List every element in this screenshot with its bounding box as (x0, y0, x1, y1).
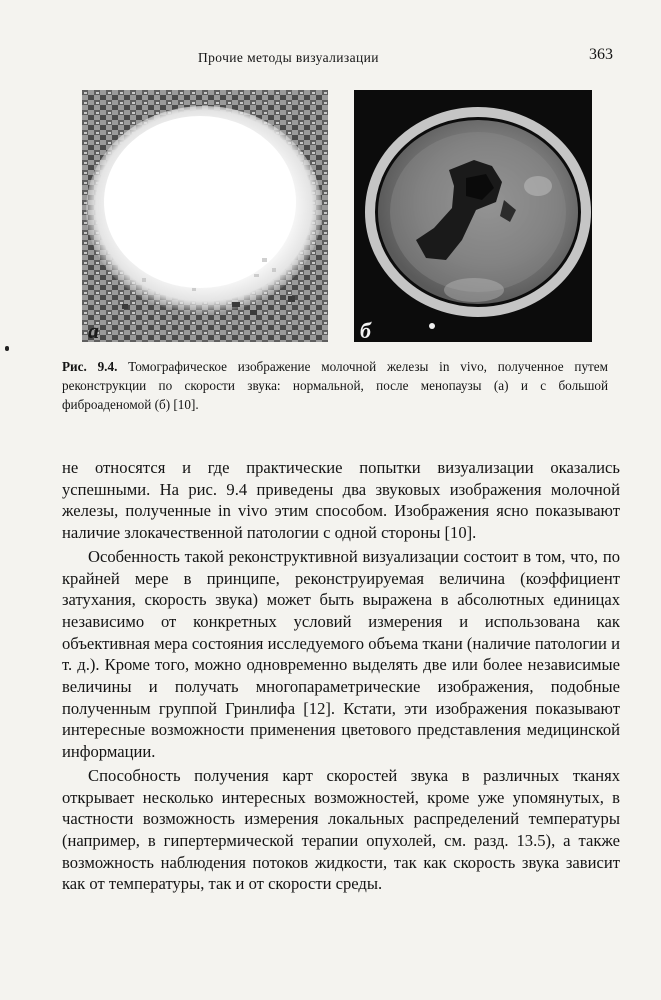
figure-9-4 (82, 90, 592, 342)
caption-label: Рис. 9.4. (62, 359, 118, 374)
tomogram-normal-image (82, 90, 328, 342)
paragraph-2: Особенность такой реконструктивной визуализации состоит в том, что, по крайней мере в принципе, реконструируемая величина (коэффициент затухания, скорость звука) может быть выражена в абсолютных единицах независимо от конкретных условий измерения и использована как объективная мера состояния исследуемого объема ткани (наличие патологии и т. д.). Кроме того, можно одновременно выделять две или более независимые величины и получать многопараметрические изображения, подобные полученным группой Гринлифа [12]. Кстати, эти изображения показывают интересные возможности применения цветового представления медицинской информации. (62, 546, 620, 762)
paragraph-3: Способность получения карт скоростей звука в различных тканях открывает несколько интересных возможностей, кроме уже упомянутых, в частности возможность измерения локальных распределений температуры (например, в гипертермической терапии опухолей, см. разд. 13.5), а также возможность наблюдения потоков жидкости, так как скорость звука зависит как от температуры, так и от скорости среды. (62, 765, 620, 894)
paragraph-1: не относятся и где практические попытки визуализации оказались успешными. На рис. 9.4 приведены два звуковых изображения молочной железы, полученные in vivo этим способом. Изображения ясно показывают наличие злокачественной патологии с одной стороны [10]. (62, 458, 620, 543)
body-text (62, 457, 620, 895)
tomogram-fibroadenoma-image (354, 90, 592, 342)
panel-b-label: б (360, 318, 371, 342)
figure-caption (62, 357, 608, 414)
margin-dot (5, 346, 9, 351)
figure-panel-b (354, 90, 592, 342)
page-number: 363 (589, 46, 613, 63)
running-title: Прочие методы визуализации (198, 50, 379, 65)
running-head (0, 46, 661, 68)
caption-text: Томографическое изображение молочной железы in vivo, полученное путем реконструкции по скорости звука: нормальной, после менопаузы (а) и с большой фиброаденомой (б) [10]. (62, 359, 608, 412)
panel-a-label: а (88, 318, 99, 342)
figure-panel-a (82, 90, 328, 342)
